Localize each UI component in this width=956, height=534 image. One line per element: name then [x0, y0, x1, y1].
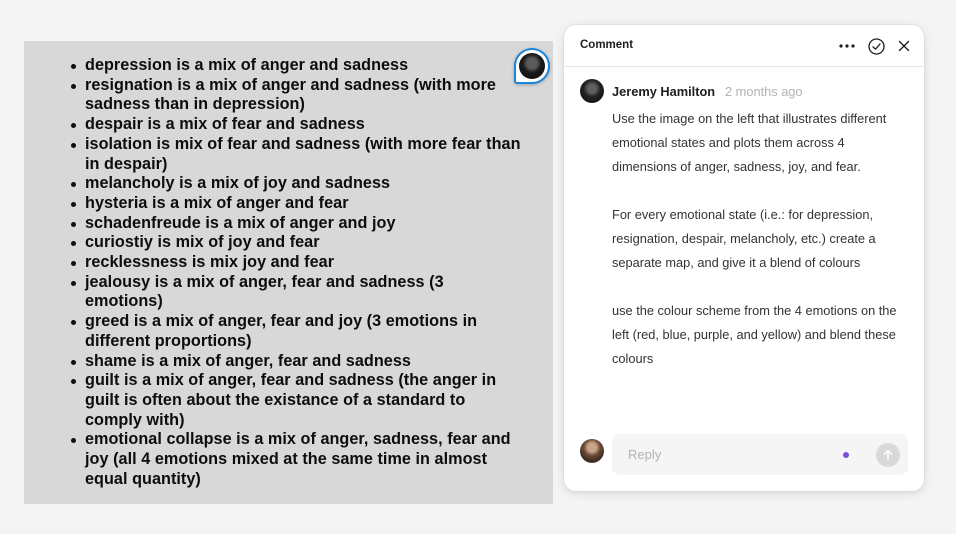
list-item: guilt is a mix of anger, fear and sadness (the anger in guilt is often about the existance of a standard to comply with) — [85, 371, 525, 430]
avatar — [580, 79, 604, 103]
avatar — [519, 53, 545, 79]
canvas-frame[interactable] — [24, 41, 553, 504]
comment-paragraph: Use the image on the left that illustrates different emotional states and plots them across 4 dimensions of anger, sadness, joy, and fear. — [612, 111, 887, 174]
close-button[interactable] — [894, 36, 914, 56]
close-icon — [898, 40, 910, 52]
mention-indicator — [843, 452, 849, 458]
comment-paragraph: use the colour scheme from the 4 emotions on the left (red, blue, purple, and yellow) and blend these colours — [612, 303, 897, 366]
list-item: jealousy is a mix of anger, fear and sadness (3 emotions) — [85, 273, 525, 312]
comment-body — [612, 107, 902, 371]
reply-input[interactable] — [612, 434, 832, 475]
list-item: schadenfreude is a mix of anger and joy — [85, 214, 525, 234]
list-item: hysteria is a mix of anger and fear — [85, 194, 525, 214]
timestamp: 2 months ago — [725, 84, 803, 99]
comment-pin[interactable] — [514, 48, 550, 84]
panel-header — [564, 25, 924, 67]
emotion-list — [85, 56, 525, 489]
list-item: despair is a mix of fear and sadness — [85, 115, 525, 135]
list-item: depression is a mix of anger and sadness — [85, 56, 525, 76]
list-item: resignation is a mix of anger and sadness (with more sadness than in depression) — [85, 76, 525, 115]
resolve-button[interactable] — [866, 36, 886, 56]
reply-box — [612, 434, 908, 475]
comment-paragraph: For every emotional state (i.e.: for depression, resignation, despair, melancholy, etc.) create a separate map, and give it a blend of colours — [612, 207, 876, 270]
list-item: emotional collapse is a mix of anger, sadness, fear and joy (all 4 emotions mixed at the same time in almost equal quantity) — [85, 430, 525, 489]
author-name: Jeremy Hamilton — [612, 84, 716, 99]
list-item: shame is a mix of anger, fear and sadness — [85, 352, 525, 372]
more-options-button[interactable] — [837, 36, 857, 56]
panel-title: Comment — [580, 39, 634, 51]
arrow-up-icon — [882, 449, 894, 461]
more-icon — [839, 44, 855, 48]
list-item: curiostiy is mix of joy and fear — [85, 233, 525, 253]
list-item: greed is a mix of anger, fear and joy (3 emotions in different proportions) — [85, 312, 525, 351]
list-item: recklessness is mix joy and fear — [85, 253, 525, 273]
list-item: isolation is mix of fear and sadness (with more fear than in despair) — [85, 135, 525, 174]
send-button[interactable] — [876, 443, 900, 467]
check-circle-icon — [868, 38, 885, 55]
comment-panel — [564, 25, 924, 491]
avatar — [580, 439, 604, 463]
list-item: melancholy is a mix of joy and sadness — [85, 174, 525, 194]
